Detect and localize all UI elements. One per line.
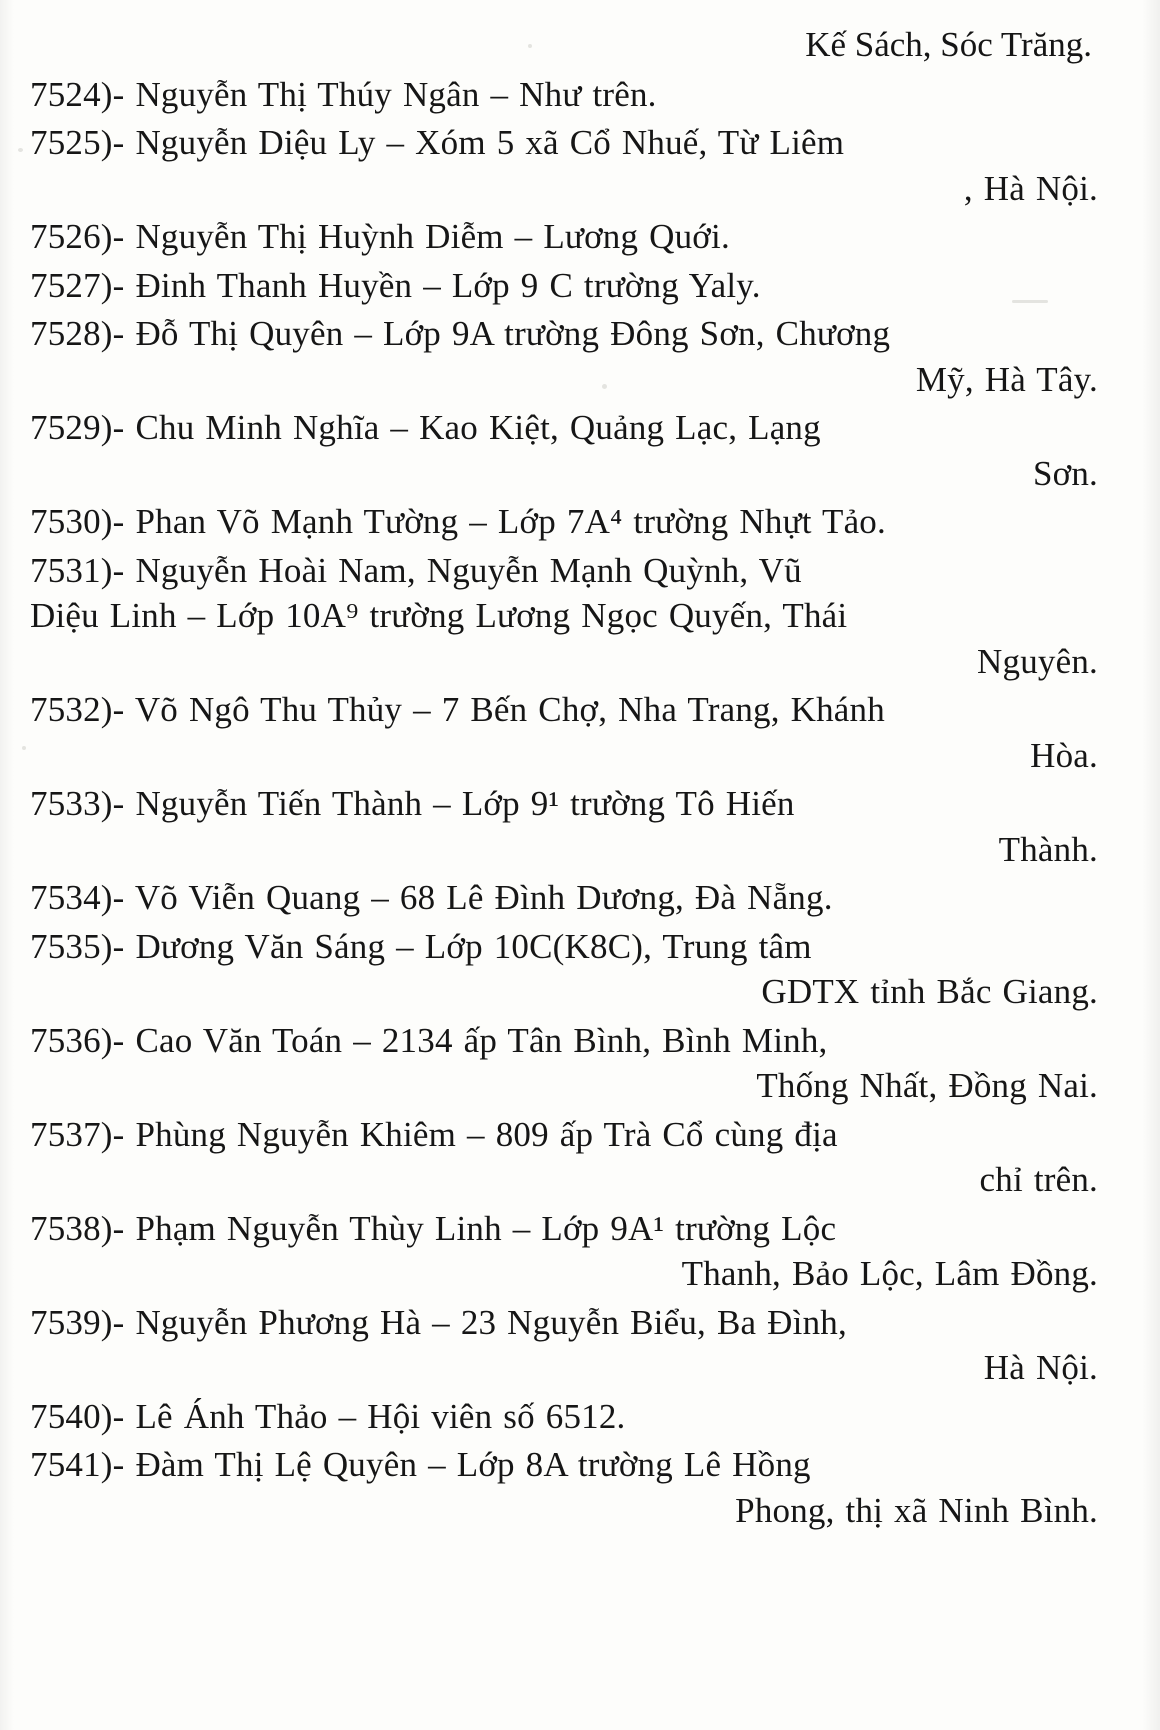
list-item xyxy=(30,120,1120,211)
list-item xyxy=(30,1394,1120,1440)
entry-line: 7527)- Đinh Thanh Huyền – Lớp 9 C trường Yaly. xyxy=(30,265,761,305)
entry-line: Phong, thị xã Ninh Bình. xyxy=(735,1490,1098,1530)
entry-line: Nguyên. xyxy=(977,641,1098,681)
list-item xyxy=(30,1442,1120,1533)
entry-line: 7524)- Nguyễn Thị Thúy Ngân – Như trên. xyxy=(30,74,657,114)
entry-line: Diệu Linh – Lớp 10A⁹ trường Lương Ngọc Quyến, Thái xyxy=(30,596,848,635)
list-item xyxy=(30,499,1120,545)
entry-line: 7537)- Phùng Nguyễn Khiêm – 809 ấp Trà Cổ cùng địa xyxy=(30,1114,838,1154)
list-item xyxy=(30,548,1120,685)
entry-line: Mỹ, Hà Tây. xyxy=(915,359,1098,399)
header-continuation: Kế Sách, Sóc Trăng. xyxy=(805,25,1092,64)
entry-line: 7528)- Đỗ Thị Quyên – Lớp 9A trường Đông Sơn, Chương xyxy=(30,314,891,353)
list-item xyxy=(30,263,1120,309)
entry-line: 7538)- Phạm Nguyễn Thùy Linh – Lớp 9A¹ trường Lộc xyxy=(30,1208,837,1248)
list-item xyxy=(30,405,1120,496)
entry-line: 7531)- Nguyễn Hoài Nam, Nguyễn Mạnh Quỳnh, Vũ xyxy=(30,550,802,590)
entry-line: 7526)- Nguyễn Thị Huỳnh Diễm – Lương Quới. xyxy=(30,217,730,256)
entry-line: 7535)- Dương Văn Sáng – Lớp 10C(K8C), Trung tâm xyxy=(30,926,812,966)
list-item xyxy=(30,1112,1120,1203)
entry-line: Hòa. xyxy=(1030,735,1098,775)
list-item xyxy=(30,72,1120,118)
entry-line: 7533)- Nguyễn Tiến Thành – Lớp 9¹ trường Tô Hiến xyxy=(30,784,795,823)
entry-line: 7534)- Võ Viễn Quang – 68 Lê Đình Dương, Đà Nẵng. xyxy=(30,878,833,917)
page-left-shadow xyxy=(0,0,14,1730)
entry-line: 7529)- Chu Minh Nghĩa – Kao Kiệt, Quảng Lạc, Lạng xyxy=(30,408,821,447)
list-item xyxy=(30,214,1120,260)
scan-speck xyxy=(22,746,26,750)
entry-line: 7536)- Cao Văn Toán – 2134 ấp Tân Bình, Bình Minh, xyxy=(30,1020,828,1060)
list-item xyxy=(30,1206,1120,1297)
entry-line: 7539)- Nguyễn Phương Hà – 23 Nguyễn Biểu, Ba Đình, xyxy=(30,1302,847,1342)
list-item xyxy=(30,687,1120,778)
list-item xyxy=(30,924,1120,1015)
entry-line: , Hà Nội. xyxy=(963,168,1098,208)
entry-line: 7540)- Lê Ánh Thảo – Hội viên số 6512. xyxy=(30,1396,626,1436)
list-item xyxy=(30,311,1120,402)
list-item xyxy=(30,781,1120,872)
entry-line: 7541)- Đàm Thị Lệ Quyên – Lớp 8A trường Lê Hồng xyxy=(30,1445,811,1484)
entry-line: Thống Nhất, Đồng Nai. xyxy=(756,1066,1098,1105)
entry-line: 7530)- Phan Võ Mạnh Tường – Lớp 7A⁴ trường Nhựt Tảo. xyxy=(30,502,886,541)
entry-line: 7525)- Nguyễn Diệu Ly – Xóm 5 xã Cổ Nhuế, Từ Liêm xyxy=(30,123,845,162)
list-item xyxy=(30,1018,1120,1109)
entry-line: Sơn. xyxy=(1032,453,1098,493)
entry-line: Thanh, Bảo Lộc, Lâm Đồng. xyxy=(681,1254,1098,1293)
entry-line: chỉ trên. xyxy=(979,1160,1098,1199)
scan-speck xyxy=(18,148,23,152)
entry-line: Hà Nội. xyxy=(983,1348,1098,1387)
entry-line: GDTX tỉnh Bắc Giang. xyxy=(761,972,1098,1011)
text-column xyxy=(30,22,1120,1536)
entry-line: Thành. xyxy=(998,829,1098,869)
entry-line: 7532)- Võ Ngô Thu Thủy – 7 Bến Chợ, Nha Trang, Khánh xyxy=(30,690,885,729)
list-item xyxy=(30,875,1120,921)
list-item xyxy=(30,1300,1120,1391)
page-right-shadow xyxy=(1142,0,1160,1730)
